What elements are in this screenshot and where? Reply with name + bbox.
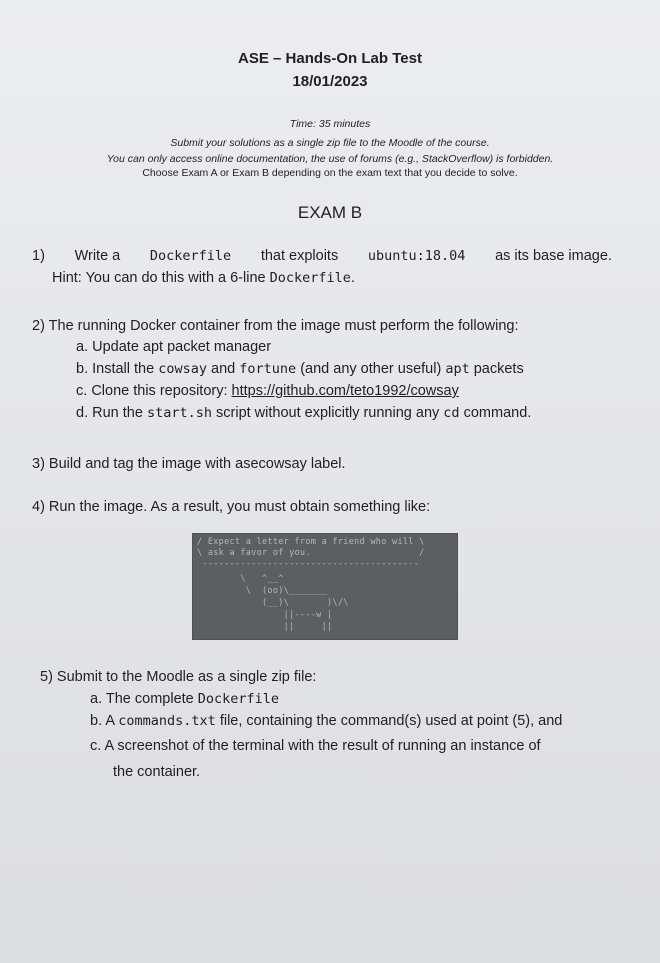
q5-c-text-1: A screenshot of the terminal with the result of running an instance of bbox=[104, 738, 541, 754]
q1-hint-dockerfile: Dockerfile bbox=[269, 270, 351, 286]
access-note: You can only access online documentation, the use of forums (e.g., StackOverflow) is forbidden. bbox=[106, 153, 554, 165]
q5-a-label: a. bbox=[90, 691, 103, 707]
exam-title: ASE – Hands-On Lab Test bbox=[238, 50, 422, 67]
q1-dockerfile: Dockerfile bbox=[149, 248, 232, 264]
q2-d-text-1: Run the bbox=[92, 405, 143, 421]
q1-hint bbox=[32, 267, 612, 289]
q5-b-text-1: A bbox=[105, 713, 115, 729]
time-note: Time: 35 minutes bbox=[289, 118, 371, 130]
q5-item-a bbox=[90, 691, 279, 707]
terminal-line-5: \ (oo)\_______ bbox=[197, 586, 328, 596]
q2-a-label: a. bbox=[76, 339, 89, 355]
q5-item-b bbox=[90, 713, 650, 729]
terminal-line-6: (__)\ )\/\ bbox=[197, 598, 349, 608]
q2-d-cd: cd bbox=[443, 405, 460, 421]
q2-d-text-3: command. bbox=[463, 405, 532, 421]
q2-b-fortune: fortune bbox=[239, 361, 297, 377]
q2-d-text-2: script without explicitly running any bbox=[216, 405, 440, 421]
q3-label-name: asecowsay bbox=[235, 456, 307, 472]
terminal-line-1: / Expect a letter from a friend who will \ bbox=[197, 537, 425, 547]
q5-c-label: c. bbox=[90, 738, 102, 754]
exam-label: EXAM B bbox=[297, 203, 363, 222]
q2-d-start-sh: start.sh bbox=[146, 405, 212, 421]
choose-note: Choose Exam A or Exam B depending on the exam text that you decide to solve. bbox=[142, 167, 518, 179]
q2-item-b bbox=[76, 361, 524, 377]
submit-note: Submit your solutions as a single zip file to the Moodle of the course. bbox=[170, 137, 490, 149]
q2-a-text: Update apt packet manager bbox=[92, 339, 272, 355]
repository-link[interactable]: https://github.com/teto1992/cowsay bbox=[231, 383, 459, 399]
q2-b-label: b. bbox=[76, 361, 89, 377]
q2-b-text-4: packets bbox=[473, 361, 524, 377]
q2-b-cowsay: cowsay bbox=[158, 361, 208, 377]
question-5-text: 5) Submit to the Moodle as a single zip file: bbox=[40, 669, 317, 685]
q1-hint-period: . bbox=[350, 270, 355, 286]
q1-number: 1) bbox=[32, 248, 45, 264]
q1-text-1: Write a bbox=[74, 248, 121, 264]
q5-item-c bbox=[90, 738, 650, 754]
q5-b-commands-txt: commands.txt bbox=[118, 713, 216, 729]
q2-b-apt: apt bbox=[445, 361, 470, 377]
q2-item-c bbox=[76, 383, 459, 399]
q5-b-label: b. bbox=[90, 713, 103, 729]
terminal-line-4: \ ^__^ bbox=[197, 574, 284, 584]
q5-b-text-2: file, containing the command(s) used at point (5), and bbox=[219, 713, 563, 729]
q2-item-a bbox=[76, 339, 271, 355]
question-1 bbox=[32, 245, 612, 289]
q2-b-text-2: and bbox=[211, 361, 236, 377]
question-4: 4) Run the image. As a result, you must obtain something like: bbox=[32, 499, 431, 515]
q3-text-1: 3) Build and tag the image with bbox=[32, 456, 232, 472]
terminal-screenshot bbox=[192, 533, 458, 640]
terminal-line-8: || || bbox=[197, 622, 333, 632]
terminal-line-2: \ ask a favor of you. / bbox=[197, 548, 425, 558]
terminal-line-3: ---------------------------------------- bbox=[197, 559, 425, 569]
q5-a-text: The complete bbox=[105, 691, 194, 707]
q2-b-text-3: (and any other useful) bbox=[300, 361, 442, 377]
q1-hint-text: Hint: You can do this with a 6-line bbox=[52, 270, 266, 286]
q1-text-3: as its base image. bbox=[495, 248, 612, 264]
question-2-text: 2) The running Docker container from the image must perform the following: bbox=[32, 318, 519, 334]
q2-d-label: d. bbox=[76, 405, 89, 421]
q5-a-dockerfile: Dockerfile bbox=[197, 691, 280, 707]
q2-c-text: Clone this repository: bbox=[91, 383, 228, 399]
q2-item-d bbox=[76, 405, 531, 421]
q1-base-image: ubuntu:18.04 bbox=[367, 248, 466, 264]
q1-text-2: that exploits bbox=[260, 248, 339, 264]
terminal-line-7: ||----w | bbox=[197, 610, 333, 620]
q5-item-c-continued: the container. bbox=[113, 764, 201, 780]
question-3 bbox=[32, 453, 346, 475]
q2-b-text-1: Install the bbox=[92, 361, 155, 377]
q2-c-label: c. bbox=[76, 383, 88, 399]
q3-text-2: label. bbox=[310, 456, 346, 472]
exam-date: 18/01/2023 bbox=[292, 73, 368, 90]
